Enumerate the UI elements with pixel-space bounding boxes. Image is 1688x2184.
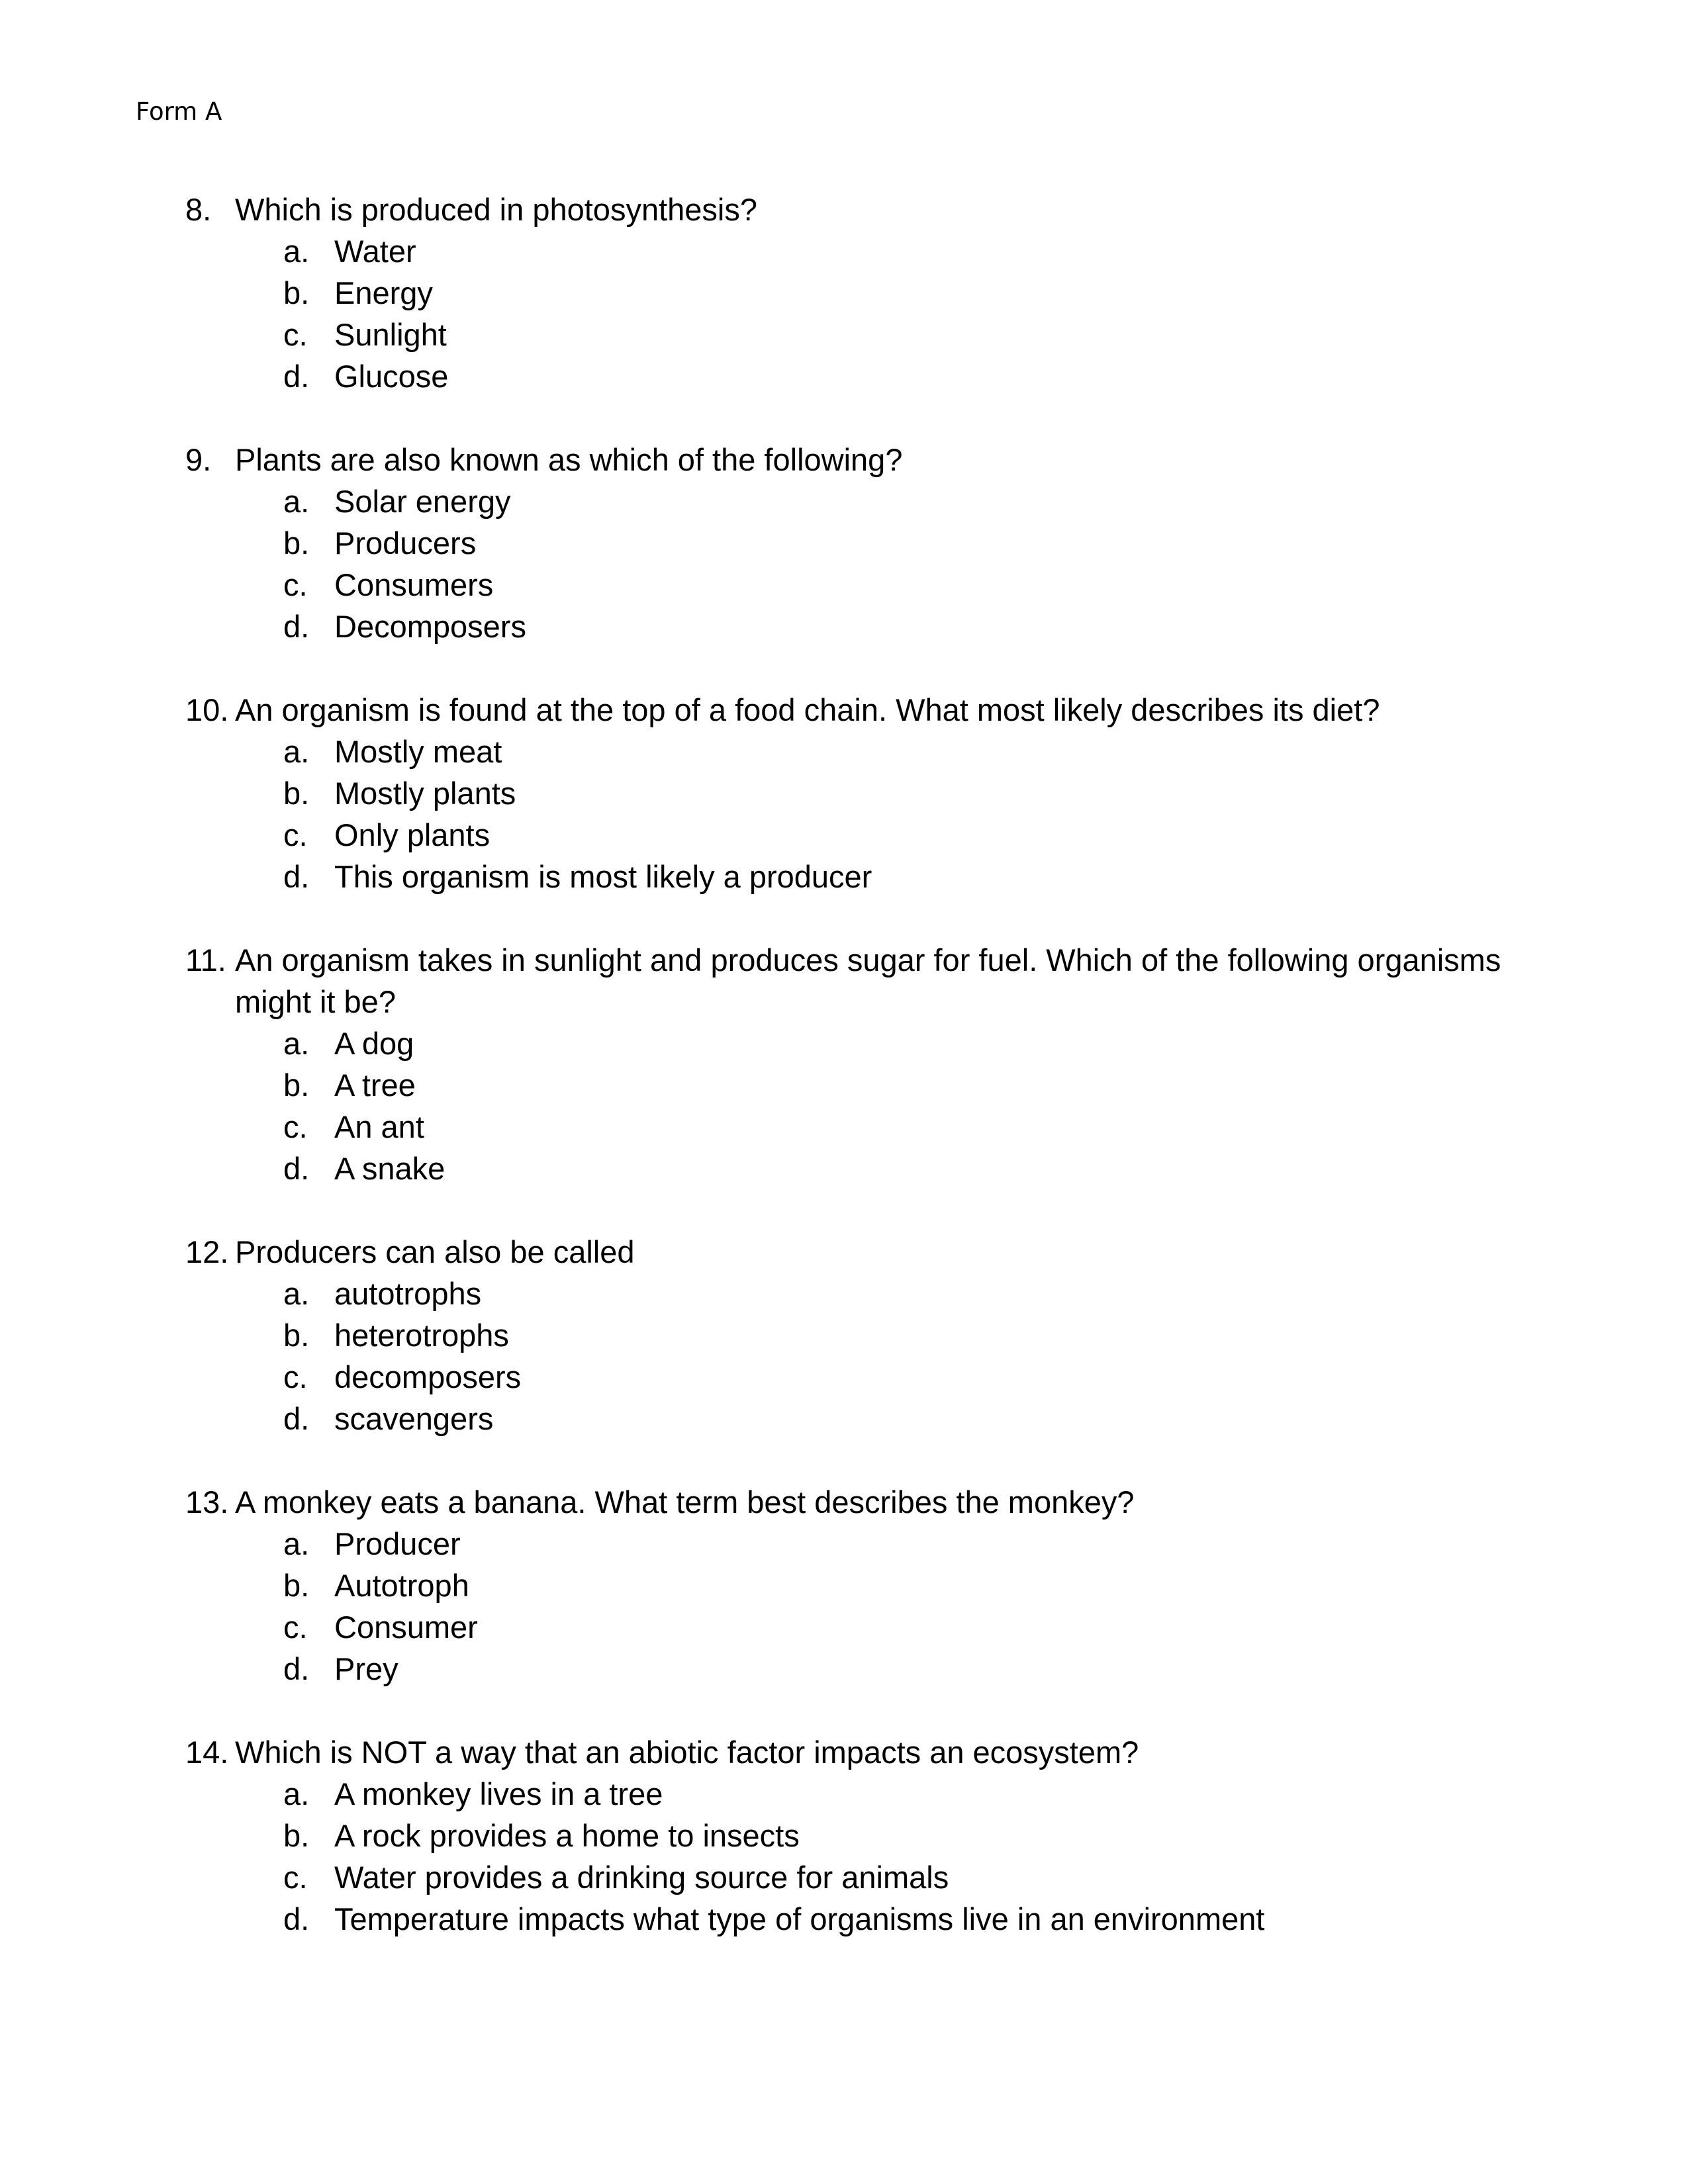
option-letter: c. (283, 1109, 308, 1144)
answer-option (0, 856, 1688, 897)
option-letter: b. (283, 275, 310, 310)
option-text: Consumers (334, 567, 494, 602)
answer-option (0, 1898, 1688, 1940)
option-text: Energy (334, 275, 433, 310)
option-letter: c. (283, 1860, 308, 1895)
answer-option (0, 480, 1688, 522)
answer-options (0, 1273, 1688, 1439)
option-text: Prey (334, 1651, 399, 1686)
answer-option (0, 1148, 1688, 1189)
question-number: 9. (185, 442, 212, 477)
option-text: Mostly meat (334, 734, 502, 769)
answer-option (0, 564, 1688, 606)
option-text: Mostly plants (334, 776, 516, 811)
option-letter: d. (283, 609, 310, 644)
answer-option (0, 1606, 1688, 1648)
question-number: 8. (185, 192, 212, 227)
option-text: A snake (334, 1151, 445, 1186)
option-letter: b. (283, 1568, 310, 1603)
option-letter: a. (283, 734, 310, 769)
option-letter: c. (283, 567, 308, 602)
question-number: 13. (185, 1484, 229, 1520)
question-number: 11. (185, 942, 226, 978)
option-letter: a. (283, 1026, 310, 1061)
answer-options (0, 1523, 1688, 1690)
option-letter: d. (283, 1151, 310, 1186)
answer-option (0, 355, 1688, 397)
question-number: 14. (185, 1735, 229, 1770)
option-letter: c. (283, 317, 308, 352)
option-text: A rock provides a home to insects (334, 1818, 800, 1853)
question-9 (0, 439, 1688, 647)
option-text: Consumer (334, 1610, 478, 1645)
answer-option (0, 314, 1688, 355)
question-number: 12. (185, 1234, 229, 1269)
answer-option (0, 1773, 1688, 1815)
option-text: Only plants (334, 817, 491, 852)
option-text: Glucose (334, 359, 449, 394)
option-text: scavengers (334, 1401, 494, 1436)
option-text: decomposers (334, 1359, 522, 1394)
option-letter: b. (283, 1818, 310, 1853)
question-stem (0, 689, 1688, 731)
question-8 (0, 189, 1688, 397)
option-text: Decomposers (334, 609, 526, 644)
answer-option (0, 731, 1688, 772)
answer-option (0, 272, 1688, 314)
question-11 (0, 939, 1688, 1189)
question-13 (0, 1481, 1688, 1690)
answer-option (0, 1856, 1688, 1898)
answer-option (0, 606, 1688, 647)
option-letter: a. (283, 484, 310, 519)
question-stem (0, 439, 1688, 480)
answer-options (0, 731, 1688, 897)
option-letter: d. (283, 1901, 310, 1936)
option-text: Producers (334, 525, 477, 561)
answer-option (0, 522, 1688, 564)
question-10 (0, 689, 1688, 897)
option-text: Solar energy (334, 484, 511, 519)
question-14 (0, 1731, 1688, 1940)
answer-option (0, 814, 1688, 856)
option-text: A monkey lives in a tree (334, 1776, 663, 1811)
option-letter: a. (283, 1776, 310, 1811)
answer-option (0, 1356, 1688, 1398)
question-stem (0, 939, 1688, 1023)
question-stem (0, 1481, 1688, 1523)
answer-option (0, 1398, 1688, 1439)
answer-option (0, 1023, 1688, 1064)
option-text: Sunlight (334, 317, 447, 352)
option-letter: d. (283, 1651, 310, 1686)
answer-option (0, 1565, 1688, 1606)
answer-options (0, 480, 1688, 647)
option-letter: b. (283, 1068, 310, 1103)
option-text: Producer (334, 1526, 461, 1561)
option-text: A dog (334, 1026, 414, 1061)
answer-option (0, 1064, 1688, 1106)
option-letter: a. (283, 1526, 310, 1561)
option-text: An ant (334, 1109, 424, 1144)
question-number: 10. (185, 692, 229, 727)
option-letter: c. (283, 1610, 308, 1645)
option-letter: d. (283, 1401, 310, 1436)
answer-options (0, 1773, 1688, 1940)
option-text: Water (334, 234, 416, 269)
answer-option (0, 1106, 1688, 1148)
answer-option (0, 1648, 1688, 1690)
option-letter: b. (283, 525, 310, 561)
option-letter: b. (283, 776, 310, 811)
question-text: Which is NOT a way that an abiotic factor impacts an ecosystem? (235, 1735, 1139, 1770)
option-letter: a. (283, 234, 310, 269)
question-stem (0, 189, 1688, 230)
question-12 (0, 1231, 1688, 1439)
answer-option (0, 1523, 1688, 1565)
option-text: This organism is most likely a producer (334, 859, 872, 894)
answer-option (0, 1273, 1688, 1314)
answer-options (0, 230, 1688, 397)
option-letter: d. (283, 859, 310, 894)
answer-option (0, 1815, 1688, 1856)
option-text: autotrophs (334, 1276, 482, 1311)
option-text: heterotrophs (334, 1318, 509, 1353)
option-letter: c. (283, 1359, 308, 1394)
form-label: Form A (136, 97, 222, 126)
answer-options (0, 1023, 1688, 1189)
question-stem (0, 1231, 1688, 1273)
option-text: A tree (334, 1068, 416, 1103)
option-letter: d. (283, 359, 310, 394)
question-text: Producers can also be called (235, 1234, 635, 1269)
option-text: Temperature impacts what type of organisms live in an environment (334, 1901, 1265, 1936)
option-text: Autotroph (334, 1568, 469, 1603)
question-text: Which is produced in photosynthesis? (235, 192, 757, 227)
option-letter: c. (283, 817, 308, 852)
answer-option (0, 230, 1688, 272)
option-letter: b. (283, 1318, 310, 1353)
question-text: An organism is found at the top of a food chain. What most likely describes its diet? (235, 692, 1380, 727)
answer-option (0, 772, 1688, 814)
option-letter: a. (283, 1276, 310, 1311)
question-stem (0, 1731, 1688, 1773)
question-text: Plants are also known as which of the following? (235, 442, 903, 477)
answer-option (0, 1314, 1688, 1356)
question-text: A monkey eats a banana. What term best describes the monkey? (235, 1484, 1135, 1520)
question-text: An organism takes in sunlight and produces sugar for fuel. Which of the following organisms might it be? (235, 942, 1501, 1019)
question-list (0, 189, 1688, 1981)
option-text: Water provides a drinking source for animals (334, 1860, 949, 1895)
